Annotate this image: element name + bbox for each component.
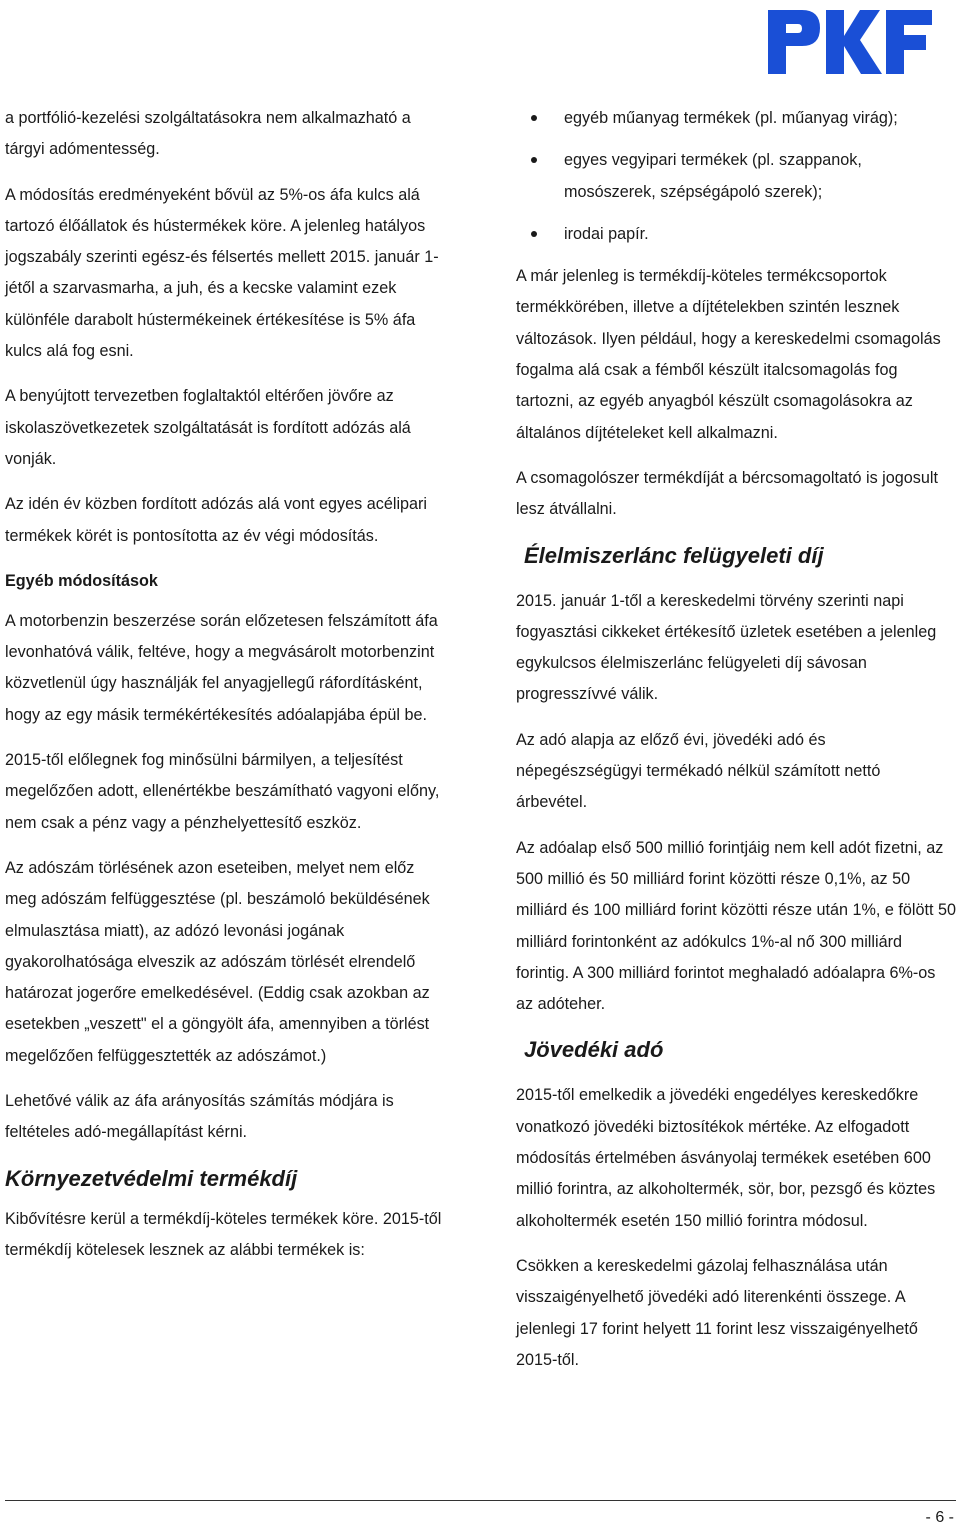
bullet-icon [531, 157, 537, 163]
list-item [516, 145, 956, 208]
bullet-icon [531, 231, 537, 237]
paragraph-eloleg: 2015-től előlegnek fog minősülni bármilyen, a teljesítést megelőzően adott, ellenértékbe beszámítható vagyoni előny, nem csak a pénz vagy a pénzhelyettesítő eszköz. [5, 751, 440, 832]
left-column [5, 103, 445, 1266]
paragraph-arányositas: Lehetővé válik az áfa arányosítás számítás módjára is feltételes adó-megállapítást kérni. [5, 1092, 394, 1142]
paragraph-adosavok: Az adóalap első 500 millió forintjáig nem kell adót fizetni, az 500 millió és 50 milliárd forint közötti része 0,1%, az 50 milliárd és 100 milliárd forint közötti része után 1%, e fölött 50 milliárd forintonként az adókulcs 1%-al nő 300 milliárd forintig. A 300 milliárd forintot meghaladó adóalapra 6%-os az adóteher. [516, 838, 956, 1014]
paragraph-gazolaj: Csökken a kereskedelmi gázolaj felhasználása után visszaigényelhető jövedéki adó literenkénti összege. A jelenlegi 17 forint helyett 11 forint lesz visszaigényelhető 2015-től. [516, 1256, 918, 1369]
paragraph-termekdij-bovites: Kibővítésre kerül a termékdíj-köteles termékek köre. 2015-től termékdíj kötelesek lesznek az alábbi termékek is: [5, 1209, 442, 1259]
paragraph-adoszam-torles: Az adószám törlésének azon eseteiben, melyet nem előz meg adószám felfüggesztése (pl. beszámoló beküldésének elmulasztása miatt), az adózó levonási jogának gyakorolhatósága elveszik az adószám törlését elrendelő határozat jogerőre emelkedésével. (Eddig csak azokban az esetekben „veszett" el a göngyölt áfa, amennyiben a törlést megelőzően felfüggesztették az adószámot.) [5, 858, 430, 1065]
heading-egyeb-modositasok: Egyéb módosítások [5, 571, 158, 590]
bullet-icon [531, 115, 537, 121]
list-item [516, 219, 956, 250]
paragraph-portfolio: a portfólió-kezelési szolgáltatásokra nem alkalmazható a tárgyi adómentesség. [5, 109, 411, 159]
heading-jovedeki-ado: Jövedéki adó [524, 1037, 664, 1063]
pkf-logo-mark [764, 6, 936, 78]
pkf-logo [764, 6, 936, 78]
right-column [516, 103, 956, 1376]
termekdij-product-list [516, 103, 956, 250]
list-item-text: irodai papír. [564, 224, 649, 243]
page-number: - 6 - [925, 1509, 954, 1526]
paragraph-bercsomagoltato: A csomagolószer termékdíját a bércsomagoltató is jogosult lesz átvállalni. [516, 468, 938, 519]
paragraph-kereskedelmi-torveny: 2015. január 1-től a kereskedelmi törvény szerinti napi fogyasztási cikkeket értékesítő üzletek esetében a jelenleg egykulcsos élelmiszerlánc felügyeleti díj sávosan progresszívvé válik. [516, 591, 937, 704]
paragraph-afa-kulcs: A módosítás eredményeként bővül az 5%-os áfa kulcs alá tartozó élőállatok és hústermékek köre. A jelenleg hatályos jogszabály szerinti egész-és félsertés mellett 2015. január 1-jétől a szarvasmarha, a juh, és a kecske valamint ezek különféle darabolt hústermékeinek értékesítése is 5% áfa kulcs alá fog esni. [5, 185, 439, 361]
footer-divider [5, 1500, 956, 1501]
paragraph-iskolaszovetkezet: A benyújtott tervezetben foglaltaktól eltérően jövőre az iskolaszövetkezetek szolgáltatását is fordított adózás alá vonják. [5, 387, 411, 468]
list-item-text: egyes vegyipari termékek (pl. szappanok, mosószerek, szépségápoló szerek); [564, 151, 862, 201]
list-item-text: egyéb műanyag termékek (pl. műanyag virág); [564, 109, 898, 127]
paragraph-motorbenzin: A motorbenzin beszerzése során előzetesen felszámított áfa levonhatóvá válik, feltéve, hogy a megvásárolt motorbenzint közvetlenül úgy használják fel anyagjellegű ráfordításként, hogy az egy másik termékértékesítés adóalapjába épül be. [5, 611, 438, 724]
paragraph-jovedeki-biztositek: 2015-től emelkedik a jövedéki engedélyes kereskedőkre vonatkozó jövedéki biztosítékok mértéke. Az elfogadott módosítás értelmében ásványolaj termékek esetében 600 millió forintra, az alkoholtermék, sör, bor, pezsgő és köztes alkoholtermék esetén 150 millió forintra módosul. [516, 1086, 936, 1230]
list-item [516, 103, 956, 134]
heading-elelmiszerlanc-felugyeleti-dij: Élelmiszerlánc felügyeleti díj [524, 542, 824, 568]
paragraph-acelipari: Az idén év közben fordított adózás alá vont egyes acélipari termékek körét is pontosította az év végi módosítás. [5, 495, 428, 545]
paragraph-termekcsoportok: A már jelenleg is termékdíj-köteles termékcsoportok termékkörében, illetve a díjtételekben szintén lesznek változások. Ilyen például, hogy a kereskedelmi csomagolás fogalma alá csak a fémből készült italcsomagolás fog tartozni, az egyéb anyagból készült csomagolásokra az általános díjtételeket kell alkalmazni. [516, 267, 941, 442]
heading-kornyezetvedelmi-termekdij: Környezetvédelmi termékdíj [5, 1165, 298, 1191]
paragraph-ado-alapja: Az adó alapja az előző évi, jövedéki adó és népegészségügyi termékadó nélkül számított nettó árbevétel. [516, 730, 881, 812]
